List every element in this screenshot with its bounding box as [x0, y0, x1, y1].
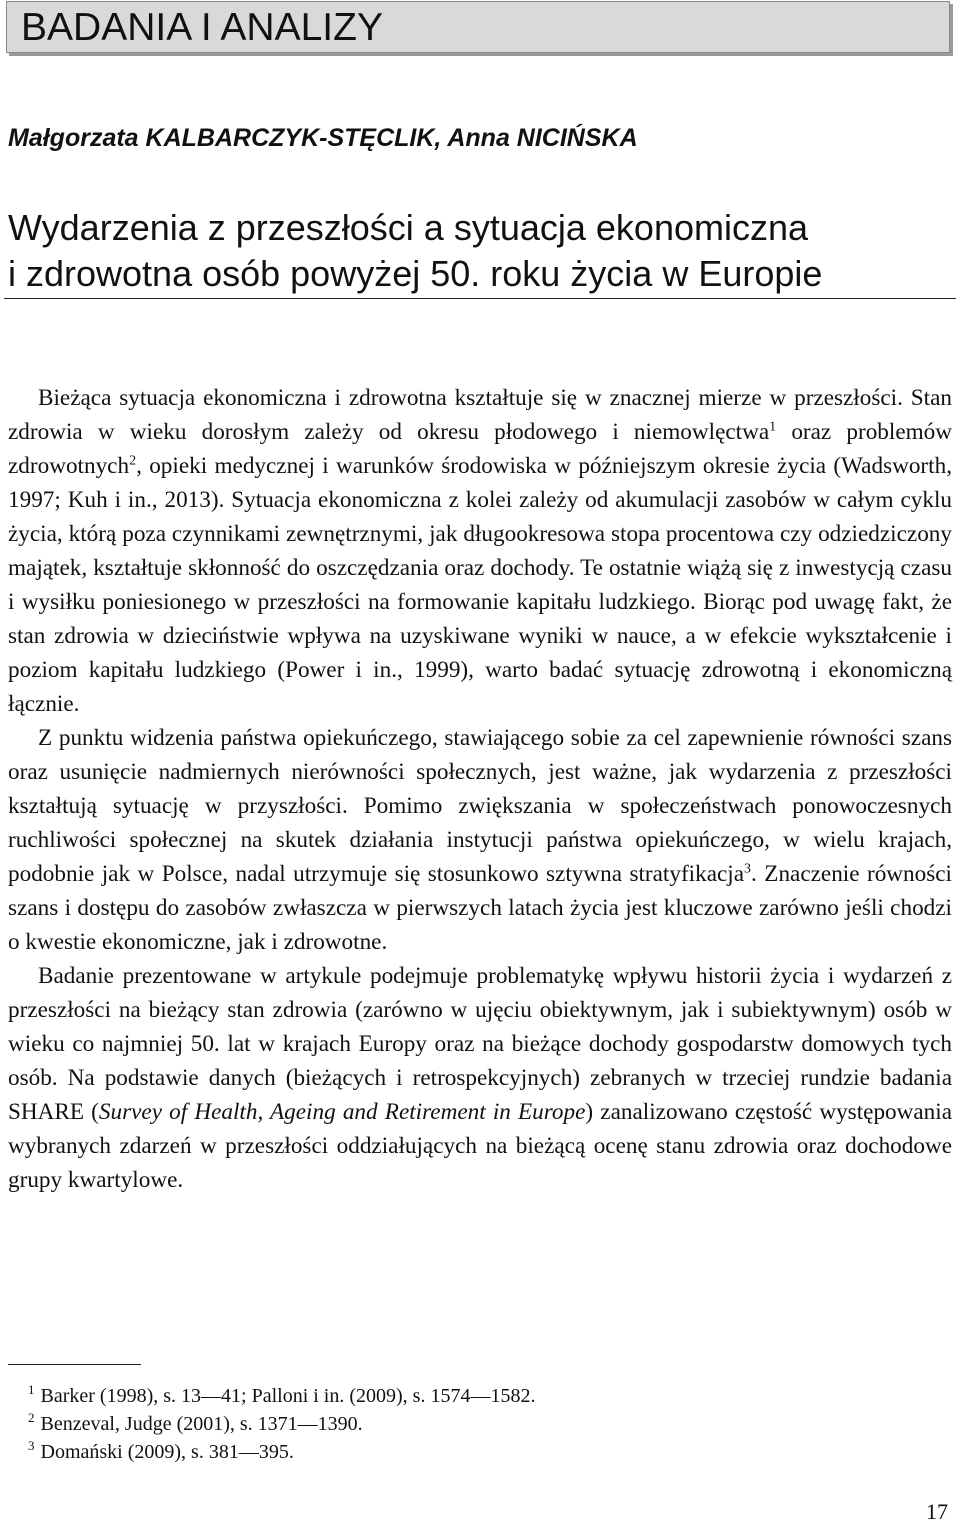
footnote-2	[28, 1410, 535, 1438]
footnote-1-number: 1	[28, 1382, 35, 1398]
paragraph-2-text-b: . Znaczenie równości szans i dostępu do zasobów zwłaszcza w pierwszych latach życia jest kluczowe zarówno jeśli chodzi o kwestie ekonomiczne, jak i zdrowotne.	[8, 861, 952, 955]
paragraph-1	[8, 381, 952, 721]
article-body	[8, 381, 952, 1197]
footnote-3-number: 3	[28, 1438, 35, 1454]
paragraph-3	[8, 959, 952, 1197]
title-underline	[4, 298, 956, 299]
survey-name-italic: Survey of Health, Ageing and Retirement in Europe	[98, 1099, 586, 1125]
footnote-2-number: 2	[28, 1410, 35, 1426]
section-header	[6, 1, 950, 53]
section-title: BADANIA I ANALIZY	[21, 6, 383, 49]
footnote-1-text: Barker (1998), s. 13—41; Palloni i in. (2009), s. 1574—1582.	[40, 1385, 536, 1407]
footnote-3-text: Domański (2009), s. 381—395.	[40, 1441, 294, 1463]
paragraph-1-text-b: oraz problemów zdrowotnych	[8, 419, 952, 479]
footnote-2-text: Benzeval, Judge (2001), s. 1371—1390.	[40, 1413, 363, 1435]
footnote-1	[28, 1382, 535, 1410]
paragraph-3-text-a: Badanie prezentowane w artykule podejmuje problematykę wpływu historii życia i wydarzeń z przeszłości na bieżący stan zdrowia (zarówno w ujęciu obiektywnym, jak i subiektywnym) osób w wieku co najmniej 50. lat w krajach Europy oraz na bieżące dochody gospodarstw domowych tych osób. Na podstawie danych (bieżących i retrospekcyjnych) zebranych w trzeciej rundzie badania SHARE (	[8, 963, 952, 1125]
paragraph-1-text-c: , opieki medycznej i warunków środowiska w późniejszym okresie życia (Wadsworth, 1997; Kuh i in., 2013). Sytuacja ekonomiczna z kolei zależy od akumulacji zasobów w całym cyklu życia, którą poza czynnikami zewnętrznymi, jak długookresowa stopa procentowa czy odziedziczony majątek, kształtuje skłonność do oszczędzania oraz dochody. Te ostatnie wiążą się z inwestycją czasu i wysiłku poniesionego w przeszłości na formowanie kapitału ludzkiego. Biorąc pod uwagę fakt, że stan zdrowia w dzieciństwie wpływa na uzyskiwane wyniki w nauce, a w efekcie wykształcenie i poziom kapitału ludzkiego (Power i in., 1999), warto badać sytuację zdrowotną i ekonomiczną łącznie.	[8, 453, 952, 717]
footnote-ref-3: 3	[744, 861, 752, 877]
footnotes	[28, 1382, 535, 1466]
paragraph-2-text-a: Z punktu widzenia państwa opiekuńczego, stawiającego sobie za cel zapewnienie równości szans oraz usunięcie nadmiernych nierówności społecznych, jest ważne, jak wydarzenia z przeszłości kształtują sytuację w przyszłości. Pomimo zwiększania w społeczeństwach ponowoczesnych ruchliwości społecznej na skutek działania instytucji państwa opiekuńczego, w wielu krajach, podobnie jak w Polsce, nadal utrzymuje się stosunkowo sztywna stratyfikacja	[8, 725, 952, 887]
footnote-separator	[8, 1364, 141, 1365]
paragraph-1-text-a: Bieżąca sytuacja ekonomiczna i zdrowotna kształtuje się w znacznej mierze w przeszłości. Stan zdrowia w wieku dorosłym zależy od okresu płodowego i niemowlęctwa	[8, 385, 952, 445]
article-title-line-2: i zdrowotna osób powyżej 50. roku życia w Europie	[8, 253, 823, 294]
footnote-3	[28, 1438, 535, 1466]
footnote-ref-1: 1	[769, 419, 777, 435]
footnote-ref-2: 2	[129, 453, 137, 469]
paragraph-2	[8, 721, 952, 959]
article-authors: Małgorzata KALBARCZYK-STĘCLIK, Anna NICIŃSKA	[8, 124, 638, 152]
paragraph-3-text-b: ) zanalizowano częstość występowania wybranych zdarzeń w przeszłości oddziałujących na bieżącą ocenę stanu zdrowia oraz dochodowe grupy kwartylowe.	[8, 1099, 952, 1193]
page-number: 17	[926, 1499, 948, 1524]
article-title-line-1: Wydarzenia z przeszłości a sytuacja ekonomiczna	[8, 207, 809, 248]
